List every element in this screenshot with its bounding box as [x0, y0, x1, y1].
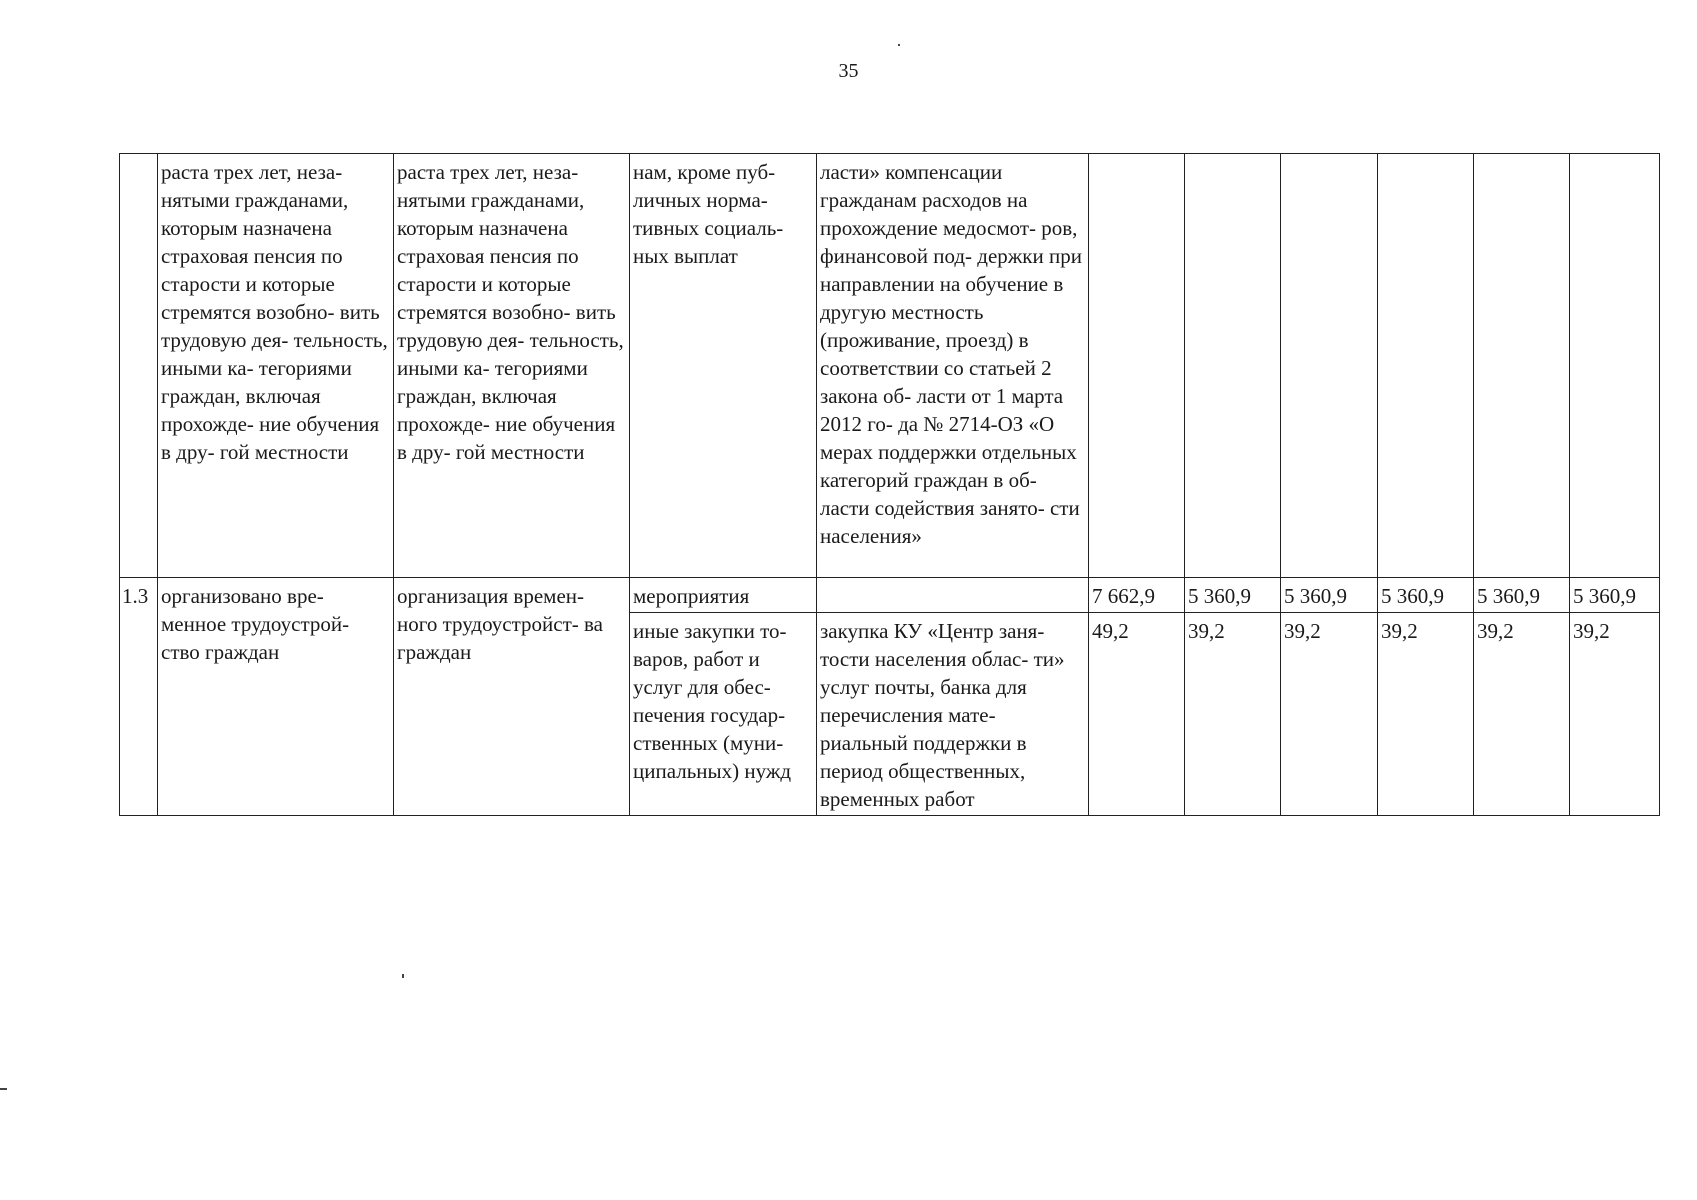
value-cell: 39,2 [1185, 613, 1281, 816]
description-cell [817, 578, 1089, 613]
budget-table [119, 153, 1660, 816]
value-cell [1185, 154, 1281, 578]
table-row [120, 578, 1660, 613]
value-cell [1570, 154, 1660, 578]
expense-type-cell: иные закупки то- варов, работ и услуг для обес- печения государ- ственных (муни- ципальных) нужд [630, 613, 817, 816]
value-cell: 5 360,9 [1570, 578, 1660, 613]
scan-speck [0, 1088, 7, 1090]
value-cell: 5 360,9 [1281, 578, 1378, 613]
row-number-cell [120, 154, 158, 578]
scan-speck [402, 974, 404, 978]
value-cell: 5 360,9 [1378, 578, 1474, 613]
activity-cell: организация времен- ного трудоустройст- ва граждан [394, 578, 630, 816]
result-cell: раста трех лет, неза- нятыми гражданами, которым назначена страховая пенсия по старости и которые стремятся возобно- вить трудовую дея- тельность, иными ка- тегориями граждан, включая прохожде- ние обучения в дру- гой местности [158, 154, 394, 578]
value-cell: 39,2 [1570, 613, 1660, 816]
expense-type-cell: мероприятия [630, 578, 817, 613]
value-cell [1474, 154, 1570, 578]
value-cell: 5 360,9 [1474, 578, 1570, 613]
value-cell: 5 360,9 [1185, 578, 1281, 613]
value-cell: 39,2 [1281, 613, 1378, 816]
table-row [120, 154, 1660, 578]
row-number-cell: 1.3 [120, 578, 158, 816]
value-cell [1281, 154, 1378, 578]
page-number: 35 [838, 60, 859, 82]
scan-speck [898, 44, 900, 46]
description-cell: ласти» компенсации гражданам расходов на прохождение медосмот- ров, финансовой под- держки при направлении на обучение в другую местность (проживание, проезд) в соответствии со статьей 2 закона об- ласти от 1 марта 2012 го- да № 2714-ОЗ «О мерах поддержки отдельных категорий граждан в об- ласти содействия занято- сти населения» [817, 154, 1089, 578]
expense-type-cell: нам, кроме пуб- личных норма- тивных социаль- ных выплат [630, 154, 817, 578]
value-cell: 39,2 [1378, 613, 1474, 816]
value-cell: 49,2 [1089, 613, 1185, 816]
value-cell [1089, 154, 1185, 578]
value-cell: 39,2 [1474, 613, 1570, 816]
description-cell: закупка КУ «Центр заня- тости населения облас- ти» услуг почты, банка для перечисления мате- риальный поддержки в период общественных, временных работ [817, 613, 1089, 816]
value-cell: 7 662,9 [1089, 578, 1185, 613]
activity-cell: раста трех лет, неза- нятыми гражданами, которым назначена страховая пенсия по старости и которые стремятся возобно- вить трудовую дея- тельность, иными ка- тегориями граждан, включая прохожде- ние обучения в дру- гой местности [394, 154, 630, 578]
result-cell: организовано вре- менное трудоустрой- ство граждан [158, 578, 394, 816]
value-cell [1378, 154, 1474, 578]
